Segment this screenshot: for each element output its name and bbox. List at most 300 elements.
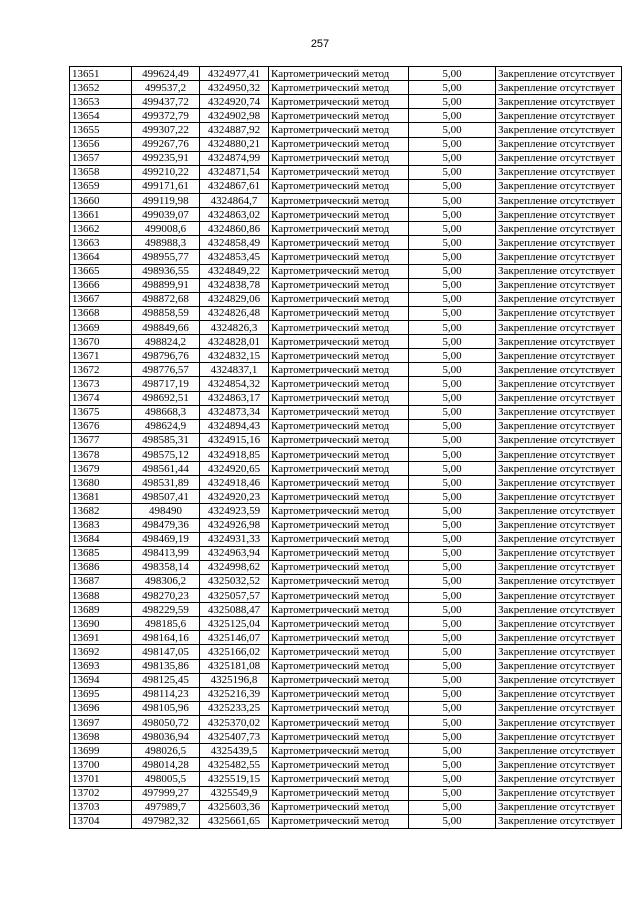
- fixing-description-cell: Закрепление отсутствует: [496, 701, 622, 715]
- accuracy-cell: 5,00: [409, 292, 496, 306]
- fixing-description-cell: Закрепление отсутствует: [496, 419, 622, 433]
- method-cell: Картометрический метод: [269, 645, 409, 659]
- x-coordinate-cell: 498531,89: [132, 476, 200, 490]
- fixing-description-cell: Закрепление отсутствует: [496, 179, 622, 193]
- y-coordinate-cell: 4324837,1: [200, 363, 269, 377]
- point-number-cell: 13652: [70, 81, 132, 95]
- x-coordinate-cell: 498135,86: [132, 659, 200, 673]
- x-coordinate-cell: 498147,05: [132, 645, 200, 659]
- table-row: [70, 701, 622, 715]
- accuracy-cell: 5,00: [409, 208, 496, 222]
- point-number-cell: 13668: [70, 306, 132, 320]
- y-coordinate-cell: 4324838,78: [200, 278, 269, 292]
- y-coordinate-cell: 4324826,3: [200, 320, 269, 334]
- method-cell: Картометрический метод: [269, 377, 409, 391]
- point-number-cell: 13693: [70, 659, 132, 673]
- table-row: [70, 659, 622, 673]
- x-coordinate-cell: 497989,7: [132, 800, 200, 814]
- fixing-description-cell: Закрепление отсутствует: [496, 264, 622, 278]
- table-row: [70, 222, 622, 236]
- fixing-description-cell: Закрепление отсутствует: [496, 306, 622, 320]
- fixing-description-cell: Закрепление отсутствует: [496, 574, 622, 588]
- point-number-cell: 13687: [70, 574, 132, 588]
- method-cell: Картометрический метод: [269, 673, 409, 687]
- method-cell: Картометрический метод: [269, 292, 409, 306]
- x-coordinate-cell: 498005,5: [132, 772, 200, 786]
- fixing-description-cell: Закрепление отсутствует: [496, 744, 622, 758]
- fixing-description-cell: Закрепление отсутствует: [496, 67, 622, 81]
- y-coordinate-cell: 4324887,92: [200, 123, 269, 137]
- method-cell: Картометрический метод: [269, 617, 409, 631]
- accuracy-cell: 5,00: [409, 758, 496, 772]
- point-number-cell: 13674: [70, 391, 132, 405]
- method-cell: Картометрический метод: [269, 95, 409, 109]
- y-coordinate-cell: 4324829,06: [200, 292, 269, 306]
- method-cell: Картометрический метод: [269, 363, 409, 377]
- table-row: [70, 532, 622, 546]
- fixing-description-cell: Закрепление отсутствует: [496, 278, 622, 292]
- accuracy-cell: 5,00: [409, 278, 496, 292]
- fixing-description-cell: Закрепление отсутствует: [496, 151, 622, 165]
- table-row: [70, 250, 622, 264]
- x-coordinate-cell: 498575,12: [132, 447, 200, 461]
- y-coordinate-cell: 4324998,62: [200, 560, 269, 574]
- x-coordinate-cell: 498899,91: [132, 278, 200, 292]
- y-coordinate-cell: 4324918,46: [200, 476, 269, 490]
- y-coordinate-cell: 4324902,98: [200, 109, 269, 123]
- x-coordinate-cell: 498229,59: [132, 603, 200, 617]
- coordinates-table: [69, 66, 622, 829]
- fixing-description-cell: Закрепление отсутствует: [496, 292, 622, 306]
- point-number-cell: 13678: [70, 447, 132, 461]
- point-number-cell: 13679: [70, 462, 132, 476]
- x-coordinate-cell: 499119,98: [132, 193, 200, 207]
- x-coordinate-cell: 498585,31: [132, 433, 200, 447]
- fixing-description-cell: Закрепление отсутствует: [496, 730, 622, 744]
- method-cell: Картометрический метод: [269, 772, 409, 786]
- point-number-cell: 13684: [70, 532, 132, 546]
- x-coordinate-cell: 498479,36: [132, 518, 200, 532]
- x-coordinate-cell: 498955,77: [132, 250, 200, 264]
- method-cell: Картометрический метод: [269, 391, 409, 405]
- point-number-cell: 13656: [70, 137, 132, 151]
- table-row: [70, 814, 622, 828]
- accuracy-cell: 5,00: [409, 786, 496, 800]
- fixing-description-cell: Закрепление отсутствует: [496, 462, 622, 476]
- y-coordinate-cell: 4324880,21: [200, 137, 269, 151]
- x-coordinate-cell: 499437,72: [132, 95, 200, 109]
- method-cell: Картометрический метод: [269, 532, 409, 546]
- table-row: [70, 335, 622, 349]
- method-cell: Картометрический метод: [269, 193, 409, 207]
- accuracy-cell: 5,00: [409, 137, 496, 151]
- method-cell: Картометрический метод: [269, 786, 409, 800]
- method-cell: Картометрический метод: [269, 603, 409, 617]
- table-row: [70, 292, 622, 306]
- method-cell: Картометрический метод: [269, 589, 409, 603]
- y-coordinate-cell: 4324923,59: [200, 504, 269, 518]
- accuracy-cell: 5,00: [409, 405, 496, 419]
- point-number-cell: 13692: [70, 645, 132, 659]
- y-coordinate-cell: 4325439,5: [200, 744, 269, 758]
- point-number-cell: 13701: [70, 772, 132, 786]
- method-cell: Картометрический метод: [269, 335, 409, 349]
- point-number-cell: 13675: [70, 405, 132, 419]
- y-coordinate-cell: 4324874,99: [200, 151, 269, 165]
- point-number-cell: 13655: [70, 123, 132, 137]
- x-coordinate-cell: 499372,79: [132, 109, 200, 123]
- table-row: [70, 349, 622, 363]
- method-cell: Картометрический метод: [269, 574, 409, 588]
- y-coordinate-cell: 4324858,49: [200, 236, 269, 250]
- accuracy-cell: 5,00: [409, 67, 496, 81]
- method-cell: Картометрический метод: [269, 123, 409, 137]
- point-number-cell: 13671: [70, 349, 132, 363]
- point-number-cell: 13686: [70, 560, 132, 574]
- table-row: [70, 716, 622, 730]
- x-coordinate-cell: 498624,9: [132, 419, 200, 433]
- table-row: [70, 306, 622, 320]
- method-cell: Картометрический метод: [269, 462, 409, 476]
- x-coordinate-cell: 498114,23: [132, 687, 200, 701]
- x-coordinate-cell: 498507,41: [132, 490, 200, 504]
- fixing-description-cell: Закрепление отсутствует: [496, 617, 622, 631]
- table-row: [70, 95, 622, 109]
- table-row: [70, 391, 622, 405]
- point-number-cell: 13660: [70, 193, 132, 207]
- accuracy-cell: 5,00: [409, 659, 496, 673]
- table-row: [70, 772, 622, 786]
- table-row: [70, 405, 622, 419]
- fixing-description-cell: Закрепление отсутствует: [496, 504, 622, 518]
- y-coordinate-cell: 4324863,17: [200, 391, 269, 405]
- x-coordinate-cell: 498796,76: [132, 349, 200, 363]
- accuracy-cell: 5,00: [409, 560, 496, 574]
- fixing-description-cell: Закрепление отсутствует: [496, 193, 622, 207]
- fixing-description-cell: Закрепление отсутствует: [496, 546, 622, 560]
- y-coordinate-cell: 4325166,02: [200, 645, 269, 659]
- y-coordinate-cell: 4325125,04: [200, 617, 269, 631]
- point-number-cell: 13658: [70, 165, 132, 179]
- table-row: [70, 730, 622, 744]
- x-coordinate-cell: 498858,59: [132, 306, 200, 320]
- x-coordinate-cell: 497982,32: [132, 814, 200, 828]
- table-row: [70, 81, 622, 95]
- point-number-cell: 13694: [70, 673, 132, 687]
- accuracy-cell: 5,00: [409, 250, 496, 264]
- accuracy-cell: 5,00: [409, 377, 496, 391]
- table-row: [70, 433, 622, 447]
- method-cell: Картометрический метод: [269, 546, 409, 560]
- fixing-description-cell: Закрепление отсутствует: [496, 208, 622, 222]
- accuracy-cell: 5,00: [409, 589, 496, 603]
- y-coordinate-cell: 4324867,61: [200, 179, 269, 193]
- table-row: [70, 518, 622, 532]
- x-coordinate-cell: 499210,22: [132, 165, 200, 179]
- method-cell: Картометрический метод: [269, 236, 409, 250]
- x-coordinate-cell: 498824,2: [132, 335, 200, 349]
- x-coordinate-cell: 498014,28: [132, 758, 200, 772]
- accuracy-cell: 5,00: [409, 546, 496, 560]
- accuracy-cell: 5,00: [409, 800, 496, 814]
- point-number-cell: 13676: [70, 419, 132, 433]
- table-row: [70, 193, 622, 207]
- y-coordinate-cell: 4324826,48: [200, 306, 269, 320]
- method-cell: Картометрический метод: [269, 518, 409, 532]
- method-cell: Картометрический метод: [269, 349, 409, 363]
- y-coordinate-cell: 4324918,85: [200, 447, 269, 461]
- y-coordinate-cell: 4324926,98: [200, 518, 269, 532]
- method-cell: Картометрический метод: [269, 744, 409, 758]
- table-row: [70, 673, 622, 687]
- x-coordinate-cell: 498105,96: [132, 701, 200, 715]
- table-body: [70, 67, 622, 829]
- x-coordinate-cell: 498185,6: [132, 617, 200, 631]
- accuracy-cell: 5,00: [409, 363, 496, 377]
- point-number-cell: 13700: [70, 758, 132, 772]
- table-row: [70, 546, 622, 560]
- y-coordinate-cell: 4325057,57: [200, 589, 269, 603]
- accuracy-cell: 5,00: [409, 645, 496, 659]
- table-row: [70, 744, 622, 758]
- x-coordinate-cell: 498849,66: [132, 320, 200, 334]
- y-coordinate-cell: 4324915,16: [200, 433, 269, 447]
- x-coordinate-cell: 498692,51: [132, 391, 200, 405]
- point-number-cell: 13681: [70, 490, 132, 504]
- table-row: [70, 109, 622, 123]
- accuracy-cell: 5,00: [409, 193, 496, 207]
- y-coordinate-cell: 4324832,15: [200, 349, 269, 363]
- y-coordinate-cell: 4324871,54: [200, 165, 269, 179]
- x-coordinate-cell: 498270,23: [132, 589, 200, 603]
- point-number-cell: 13703: [70, 800, 132, 814]
- point-number-cell: 13654: [70, 109, 132, 123]
- fixing-description-cell: Закрепление отсутствует: [496, 447, 622, 461]
- method-cell: Картометрический метод: [269, 447, 409, 461]
- fixing-description-cell: Закрепление отсутствует: [496, 236, 622, 250]
- x-coordinate-cell: 498036,94: [132, 730, 200, 744]
- table-row: [70, 490, 622, 504]
- method-cell: Картометрический метод: [269, 433, 409, 447]
- accuracy-cell: 5,00: [409, 165, 496, 179]
- accuracy-cell: 5,00: [409, 179, 496, 193]
- table-row: [70, 236, 622, 250]
- method-cell: Картометрический метод: [269, 687, 409, 701]
- accuracy-cell: 5,00: [409, 532, 496, 546]
- fixing-description-cell: Закрепление отсутствует: [496, 560, 622, 574]
- x-coordinate-cell: 499039,07: [132, 208, 200, 222]
- x-coordinate-cell: 498413,99: [132, 546, 200, 560]
- y-coordinate-cell: 4324920,74: [200, 95, 269, 109]
- method-cell: Картометрический метод: [269, 222, 409, 236]
- y-coordinate-cell: 4324920,65: [200, 462, 269, 476]
- x-coordinate-cell: 498164,16: [132, 631, 200, 645]
- method-cell: Картометрический метод: [269, 659, 409, 673]
- method-cell: Картометрический метод: [269, 151, 409, 165]
- method-cell: Картометрический метод: [269, 701, 409, 715]
- point-number-cell: 13682: [70, 504, 132, 518]
- x-coordinate-cell: 498125,45: [132, 673, 200, 687]
- point-number-cell: 13680: [70, 476, 132, 490]
- x-coordinate-cell: 498490: [132, 504, 200, 518]
- x-coordinate-cell: 498050,72: [132, 716, 200, 730]
- method-cell: Картометрический метод: [269, 250, 409, 264]
- y-coordinate-cell: 4324950,32: [200, 81, 269, 95]
- x-coordinate-cell: 498561,44: [132, 462, 200, 476]
- table-row: [70, 137, 622, 151]
- table-row: [70, 504, 622, 518]
- point-number-cell: 13665: [70, 264, 132, 278]
- fixing-description-cell: Закрепление отсутствует: [496, 222, 622, 236]
- accuracy-cell: 5,00: [409, 772, 496, 786]
- fixing-description-cell: Закрепление отсутствует: [496, 659, 622, 673]
- y-coordinate-cell: 4325181,08: [200, 659, 269, 673]
- y-coordinate-cell: 4325519,15: [200, 772, 269, 786]
- y-coordinate-cell: 4325661,65: [200, 814, 269, 828]
- y-coordinate-cell: 4324853,45: [200, 250, 269, 264]
- method-cell: Картометрический метод: [269, 320, 409, 334]
- fixing-description-cell: Закрепление отсутствует: [496, 645, 622, 659]
- x-coordinate-cell: 499235,91: [132, 151, 200, 165]
- fixing-description-cell: Закрепление отсутствует: [496, 631, 622, 645]
- method-cell: Картометрический метод: [269, 476, 409, 490]
- y-coordinate-cell: 4325549,9: [200, 786, 269, 800]
- y-coordinate-cell: 4324873,34: [200, 405, 269, 419]
- point-number-cell: 13670: [70, 335, 132, 349]
- fixing-description-cell: Закрепление отсутствует: [496, 772, 622, 786]
- point-number-cell: 13659: [70, 179, 132, 193]
- accuracy-cell: 5,00: [409, 95, 496, 109]
- table-row: [70, 363, 622, 377]
- x-coordinate-cell: 498988,3: [132, 236, 200, 250]
- y-coordinate-cell: 4324977,41: [200, 67, 269, 81]
- fixing-description-cell: Закрепление отсутствует: [496, 363, 622, 377]
- accuracy-cell: 5,00: [409, 349, 496, 363]
- fixing-description-cell: Закрепление отсутствует: [496, 335, 622, 349]
- table-row: [70, 264, 622, 278]
- y-coordinate-cell: 4324864,7: [200, 193, 269, 207]
- method-cell: Картометрический метод: [269, 814, 409, 828]
- accuracy-cell: 5,00: [409, 264, 496, 278]
- table-row: [70, 151, 622, 165]
- method-cell: Картометрический метод: [269, 490, 409, 504]
- table-row: [70, 476, 622, 490]
- table-row: [70, 687, 622, 701]
- method-cell: Картометрический метод: [269, 264, 409, 278]
- x-coordinate-cell: 497999,27: [132, 786, 200, 800]
- method-cell: Картометрический метод: [269, 137, 409, 151]
- point-number-cell: 13661: [70, 208, 132, 222]
- y-coordinate-cell: 4325482,55: [200, 758, 269, 772]
- fixing-description-cell: Закрепление отсутствует: [496, 758, 622, 772]
- accuracy-cell: 5,00: [409, 335, 496, 349]
- table-row: [70, 165, 622, 179]
- table-row: [70, 462, 622, 476]
- accuracy-cell: 5,00: [409, 814, 496, 828]
- fixing-description-cell: Закрепление отсутствует: [496, 433, 622, 447]
- fixing-description-cell: Закрепление отсутствует: [496, 589, 622, 603]
- accuracy-cell: 5,00: [409, 574, 496, 588]
- accuracy-cell: 5,00: [409, 81, 496, 95]
- y-coordinate-cell: 4325233,25: [200, 701, 269, 715]
- point-number-cell: 13688: [70, 589, 132, 603]
- point-number-cell: 13685: [70, 546, 132, 560]
- point-number-cell: 13651: [70, 67, 132, 81]
- point-number-cell: 13662: [70, 222, 132, 236]
- method-cell: Картометрический метод: [269, 405, 409, 419]
- method-cell: Картометрический метод: [269, 179, 409, 193]
- point-number-cell: 13691: [70, 631, 132, 645]
- y-coordinate-cell: 4325216,39: [200, 687, 269, 701]
- accuracy-cell: 5,00: [409, 617, 496, 631]
- table-row: [70, 320, 622, 334]
- point-number-cell: 13677: [70, 433, 132, 447]
- method-cell: Картометрический метод: [269, 560, 409, 574]
- y-coordinate-cell: 4324894,43: [200, 419, 269, 433]
- method-cell: Картометрический метод: [269, 165, 409, 179]
- method-cell: Картометрический метод: [269, 67, 409, 81]
- y-coordinate-cell: 4324963,94: [200, 546, 269, 560]
- accuracy-cell: 5,00: [409, 716, 496, 730]
- y-coordinate-cell: 4324828,01: [200, 335, 269, 349]
- fixing-description-cell: Закрепление отсутствует: [496, 81, 622, 95]
- page-number: 257: [310, 38, 330, 50]
- fixing-description-cell: Закрепление отсутствует: [496, 109, 622, 123]
- fixing-description-cell: Закрепление отсутствует: [496, 603, 622, 617]
- point-number-cell: 13696: [70, 701, 132, 715]
- x-coordinate-cell: 498306,2: [132, 574, 200, 588]
- fixing-description-cell: Закрепление отсутствует: [496, 786, 622, 800]
- x-coordinate-cell: 499008,6: [132, 222, 200, 236]
- x-coordinate-cell: 498776,57: [132, 363, 200, 377]
- accuracy-cell: 5,00: [409, 603, 496, 617]
- x-coordinate-cell: 498026,5: [132, 744, 200, 758]
- accuracy-cell: 5,00: [409, 433, 496, 447]
- fixing-description-cell: Закрепление отсутствует: [496, 165, 622, 179]
- accuracy-cell: 5,00: [409, 320, 496, 334]
- accuracy-cell: 5,00: [409, 236, 496, 250]
- accuracy-cell: 5,00: [409, 306, 496, 320]
- point-number-cell: 13704: [70, 814, 132, 828]
- x-coordinate-cell: 498668,3: [132, 405, 200, 419]
- fixing-description-cell: Закрепление отсутствует: [496, 687, 622, 701]
- fixing-description-cell: Закрепление отсутствует: [496, 673, 622, 687]
- y-coordinate-cell: 4324931,33: [200, 532, 269, 546]
- point-number-cell: 13663: [70, 236, 132, 250]
- point-number-cell: 13667: [70, 292, 132, 306]
- point-number-cell: 13666: [70, 278, 132, 292]
- accuracy-cell: 5,00: [409, 419, 496, 433]
- x-coordinate-cell: 499307,22: [132, 123, 200, 137]
- accuracy-cell: 5,00: [409, 504, 496, 518]
- method-cell: Картометрический метод: [269, 109, 409, 123]
- table-row: [70, 617, 622, 631]
- accuracy-cell: 5,00: [409, 123, 496, 137]
- fixing-description-cell: Закрепление отсутствует: [496, 405, 622, 419]
- x-coordinate-cell: 498358,14: [132, 560, 200, 574]
- x-coordinate-cell: 498469,19: [132, 532, 200, 546]
- point-number-cell: 13702: [70, 786, 132, 800]
- y-coordinate-cell: 4325032,52: [200, 574, 269, 588]
- point-number-cell: 13689: [70, 603, 132, 617]
- accuracy-cell: 5,00: [409, 673, 496, 687]
- accuracy-cell: 5,00: [409, 518, 496, 532]
- accuracy-cell: 5,00: [409, 701, 496, 715]
- x-coordinate-cell: 499171,61: [132, 179, 200, 193]
- point-number-cell: 13664: [70, 250, 132, 264]
- fixing-description-cell: Закрепление отсутствует: [496, 377, 622, 391]
- x-coordinate-cell: 498717,19: [132, 377, 200, 391]
